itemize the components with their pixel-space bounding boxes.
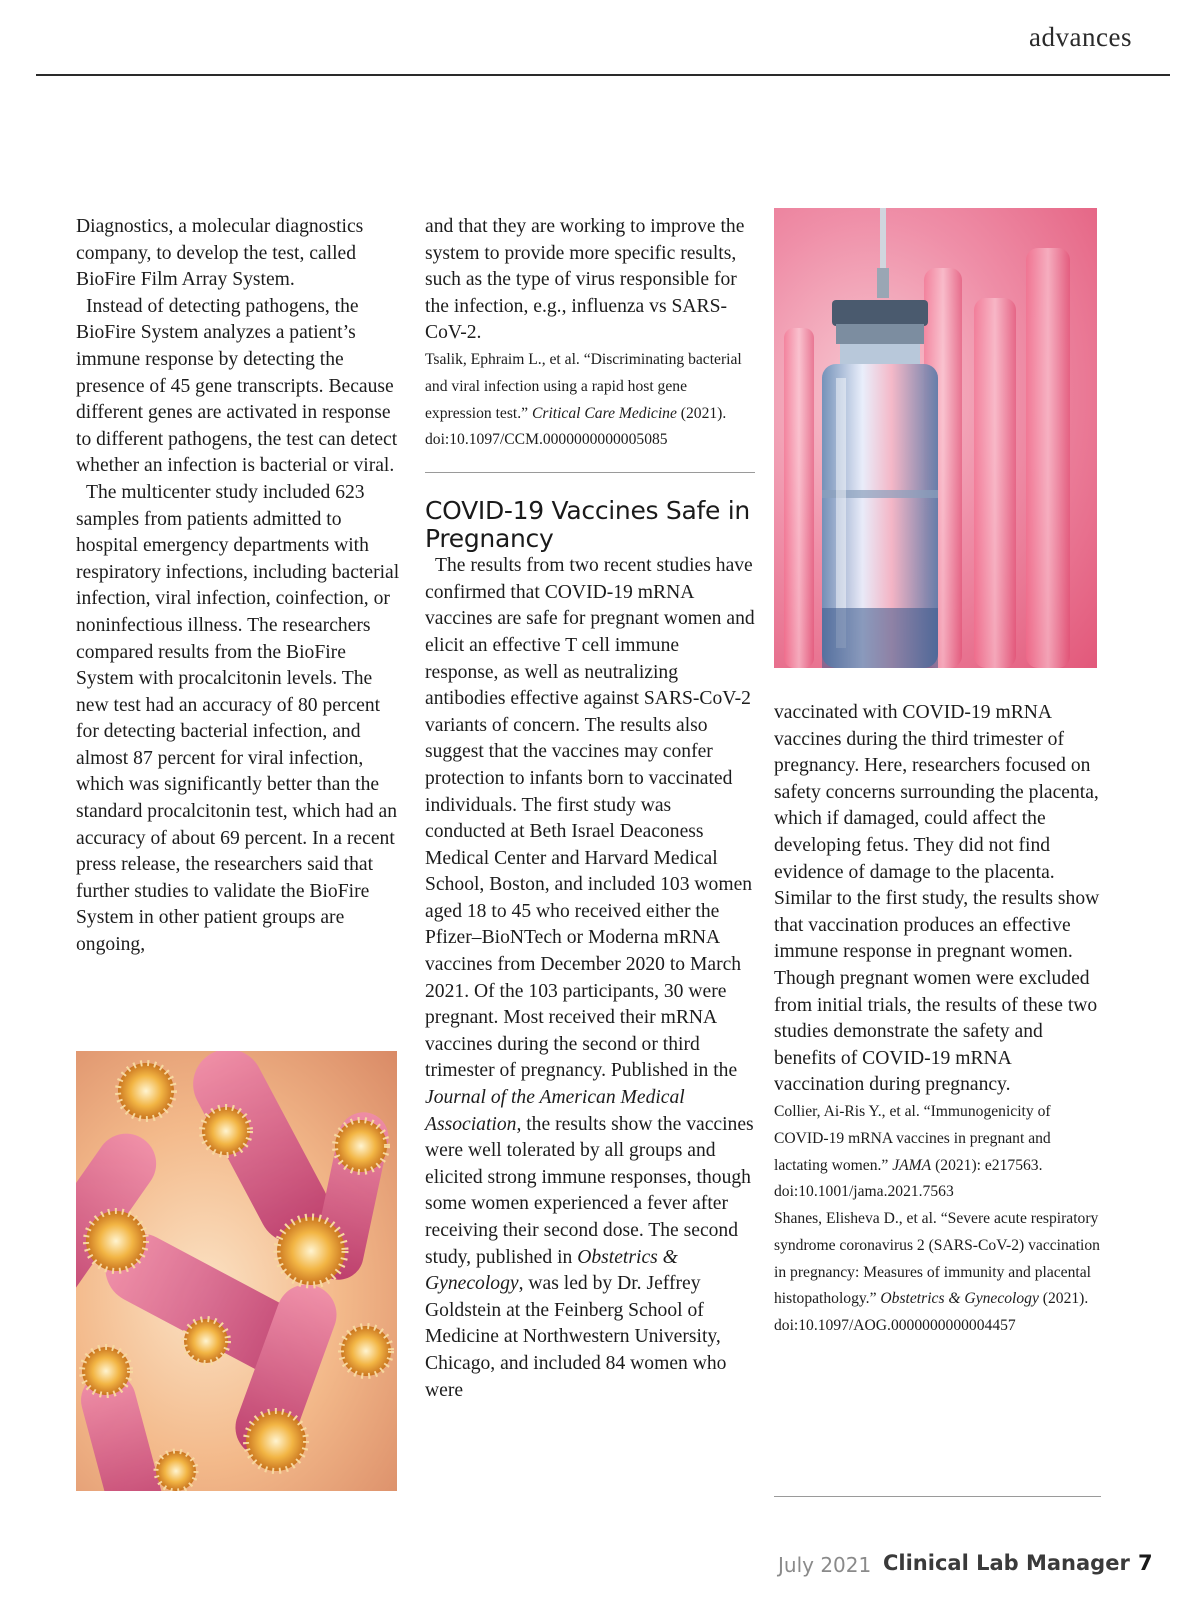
page-number: 7 (1138, 1551, 1153, 1575)
bacteria-virus-photo (76, 1051, 397, 1491)
footer-publication: Clinical Lab Manager (883, 1551, 1130, 1575)
column-3-end-rule (774, 1496, 1101, 1497)
citation-text: Tsalik, Ephraim L., et al. “Discriminating bacterial and viral infection using a rapid host gene expression test.” (425, 350, 742, 422)
citation-doi: (2021). doi:10.1097/AOG.0000000000004457 (774, 1290, 1089, 1335)
col1-paragraph-2: Instead of detecting pathogens, the BioFire System analyzes a patient’s immune response by detecting the presence of 45 gene transcripts. Because different genes are activated in response to different pathogens, the test can detect whether an infection is bacterial or viral. (76, 295, 398, 477)
citation-journal: JAMA (892, 1156, 932, 1174)
column-1 (76, 214, 401, 959)
journal-name: Journal of the American Medical Association (425, 1087, 685, 1135)
citation-tsalik (425, 347, 755, 454)
footer-date: July 2021 (778, 1553, 872, 1577)
col1-paragraph-3: The multicenter study included 623 samples from patients admitted to hospital emergency departments with respiratory infections, including bacterial infection, viral infection, coinfection, or noninfectious illness. The researchers compared results from the BioFire System with procalcitonin levels. The new test had an accuracy of 80 percent for detecting bacterial infection, and almost 87 percent for viral infection, which was significantly better than the standard procalcitonin test, which had an accuracy of about 69 percent. In a recent press release, the researchers said that further studies to validate the BioFire System in other patient groups are ongoing, (76, 481, 400, 956)
col2-intro: and that they are working to improve the system to provide more specific results, such as the type of virus responsible for the infection, e.g., influenza vs SARS-CoV-2. (425, 216, 745, 344)
column-3 (774, 700, 1102, 1340)
citation-collier (774, 1099, 1102, 1206)
body-text: The results from two recent studies have confirmed that COVID-19 mRNA vaccines are safe for pregnant women and elicit an effective T cell immune response, as well as neutralizing antibodies effective against SARS-CoV-2 variants of concern. The results also suggest that the vaccines may confer protection to infants born to vaccinated individuals. The first study was conducted at Beth Israel Deaconess Medical Center and Harvard Medical School, Boston, and included 103 women aged 18 to 45 who received either the Pfizer–BioNTech or Moderna mRNA vaccines from December 2020 to March 2021. Of the 103 participants, 30 were pregnant. Most received their mRNA vaccines during the second or third trimester of pregnancy. Published in the (425, 555, 755, 1082)
journal-name: Obstetrics & Gynecology (425, 1246, 678, 1295)
citation-doi: (2021). doi:10.1097/CCM.0000000000005085 (425, 404, 727, 449)
col3-body: vaccinated with COVID-19 mRNA vaccines during the third trimester of pregnancy. Here, researchers focused on safety concerns surrounding the placenta, which if damaged, could affect the developing fetus. They did not find evidence of damage to the placenta. Similar to the first study, the results show that vaccination produces an effective immune response in pregnant women. Though pregnant women were excluded from initial trials, the results of these two studies demonstrate the safety and benefits of COVID-19 mRNA vaccination during pregnancy. (774, 702, 1100, 1096)
citation-doi: (2021): e217563. doi:10.1001/jama.2021.7563 (774, 1156, 1043, 1201)
body-text: , was led by Dr. Jeffrey Goldstein at the Feinberg School of Medicine at Northwestern University, Chicago, and included 84 women who were (425, 1273, 727, 1401)
section-divider (425, 472, 755, 473)
col2-article-body (425, 553, 755, 1404)
col1-paragraph-1: Diagnostics, a molecular diagnostics company, to develop the test, called BioFire Film Array System. (76, 216, 364, 291)
citation-journal: Obstetrics & Gynecology (880, 1290, 1039, 1308)
section-label: advances (1029, 22, 1132, 52)
article-headline: COVID-19 Vaccines Safe in Pregnancy (425, 496, 750, 554)
citation-journal: Critical Care Medicine (531, 404, 677, 422)
citation-shanes (774, 1206, 1102, 1340)
citation-text: Collier, Ai-Ris Y., et al. “Immunogenicity of COVID-19 mRNA vaccines in pregnant and lactating women.” (774, 1102, 1051, 1174)
column-2 (425, 214, 755, 1404)
header-rule (36, 74, 1170, 76)
body-text: , the results show the vaccines were well tolerated by all groups and elicited strong immune responses, though some women experienced a fever after receiving their second dose. The second study, published in (425, 1113, 754, 1268)
citation-text: Shanes, Elisheva D., et al. “Severe acute respiratory syndrome coronavirus 2 (SARS-CoV-2) vaccination in pregnancy: Measures of immunity and placental histopathology.” (774, 1210, 1100, 1308)
vaccine-vial-photo (774, 208, 1097, 668)
